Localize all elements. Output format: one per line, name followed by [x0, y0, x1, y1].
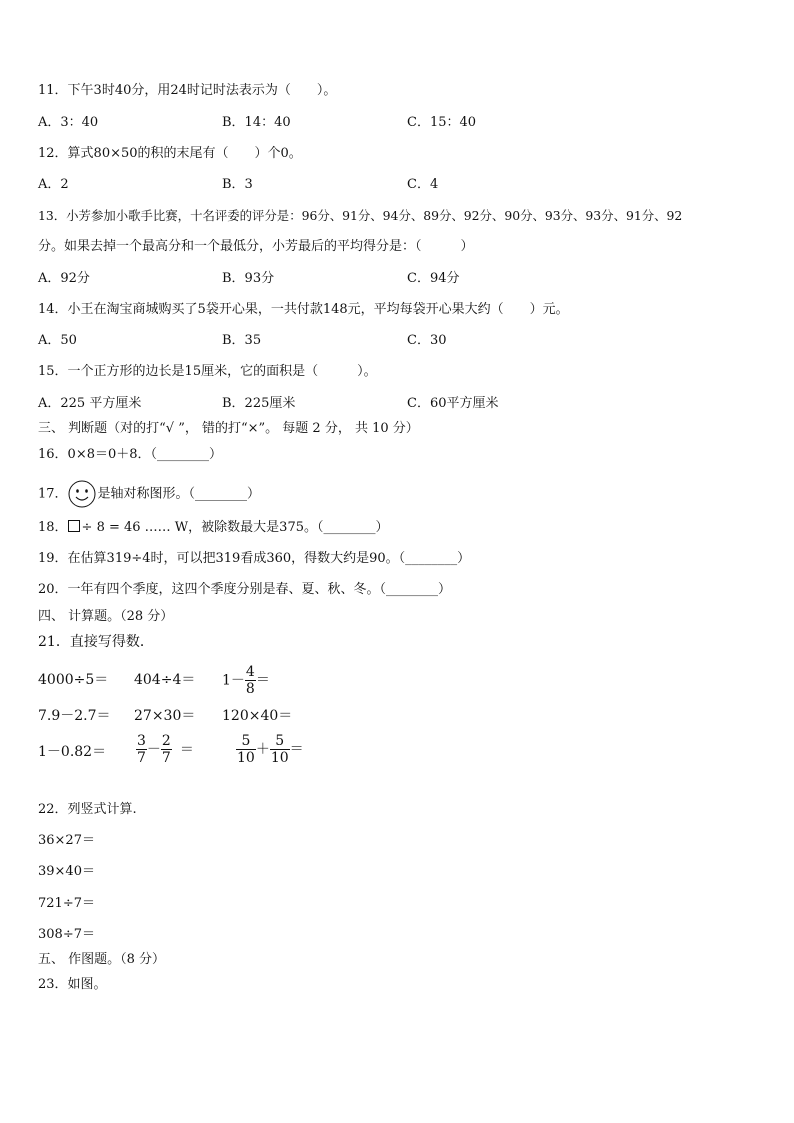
fraction: $\frac{2}{7}$ — [161, 733, 171, 766]
q18-text: ÷ 8 = 46 …… W，被除数最大是375。（________） — [81, 520, 389, 535]
q18-line — [38, 520, 388, 536]
q13-option-c[interactable]: C．94分 — [407, 271, 460, 286]
q12-stem: 12．算式80×50的积的末尾有（ ）个0。 — [38, 146, 302, 161]
q11-stem: 11．下午3时40分，用24时记时法表示为（ ）。 — [38, 83, 337, 98]
calc-5-10-plus-5-10: $\frac{5}{10}$ ＋ $\frac{5}{10}$ ＝ — [237, 733, 304, 766]
q12-option-b[interactable]: B．3 — [222, 177, 253, 192]
calc-1-minus-0-82: 1－0.82＝ — [38, 744, 107, 760]
q11-option-c[interactable]: C．15：40 — [407, 115, 477, 130]
q14-stem: 14．小王在淘宝商城购买了5袋开心果，一共付款148元，平均每袋开心果大约（ ）元。 — [38, 302, 569, 317]
vertical-calc-item: 308÷7＝ — [38, 927, 95, 942]
q13-option-b[interactable]: B．93分 — [222, 271, 275, 286]
q14-option-a[interactable]: A．50 — [38, 333, 77, 348]
fraction: $\frac{3}{7}$ — [137, 733, 146, 766]
q12-option-a[interactable]: A．2 — [38, 177, 69, 192]
q14-option-c[interactable]: C．30 — [407, 333, 447, 348]
q17-number: 17． — [38, 486, 68, 502]
q15-stem: 15．一个正方形的边长是15厘米，它的面积是（ ）。 — [38, 364, 377, 379]
q15-option-c[interactable]: C．60平方厘米 — [407, 396, 499, 411]
q22-stem: 22．列竖式计算. — [38, 802, 137, 817]
q17-line — [38, 480, 260, 508]
q21-stem: 21．直接写得数． — [38, 634, 154, 650]
q12-option-c[interactable]: C．4 — [407, 177, 439, 192]
calc-1-minus-4-8: 1－ $\frac{4}{8}$ ＝ — [222, 664, 270, 697]
q14-option-b[interactable]: B．35 — [222, 333, 262, 348]
vertical-calc-item: 721÷7＝ — [38, 896, 95, 911]
smiley-face-icon — [68, 480, 96, 508]
q15-option-a[interactable]: A．225 平方厘米 — [38, 396, 142, 411]
q13-stem-line2: 分。如果去掉一个最高分和一个最低分，小芳最后的平均得分是：（ ） — [38, 239, 474, 254]
vertical-calc-item: 36×27＝ — [38, 833, 95, 848]
q17-text: 是轴对称图形。（________） — [97, 486, 261, 502]
calc-4000-div-5: 4000÷5＝ — [38, 672, 109, 688]
calc-404-div-4: 404÷4＝ — [134, 672, 196, 688]
blank-box-icon — [68, 520, 80, 532]
q11-option-a[interactable]: A．3：40 — [38, 115, 99, 130]
q20-line: 20．一年有四个季度，这四个季度分别是春、夏、秋、冬。（________） — [38, 582, 452, 597]
calc-120-times-40: 120×40＝ — [222, 708, 293, 724]
fraction: $\frac{5}{10}$ — [237, 733, 255, 766]
q16-line: 16．0×8＝0＋8．（________） — [38, 447, 223, 462]
q13-option-a[interactable]: A．92分 — [38, 271, 90, 286]
section-3-heading: 三、 判断题（对的打“√ ”， 错的打“×”。 每题 2 分， 共 10 分） — [38, 421, 419, 436]
q19-line: 19．在估算319÷4时，可以把319看成360，得数大约是90。（________） — [38, 551, 471, 566]
calc-7-9-minus-2-7: 7.9－2.7＝ — [38, 708, 111, 724]
q15-option-b[interactable]: B．225厘米 — [222, 396, 296, 411]
vertical-calc-item: 39×40＝ — [38, 864, 95, 879]
section-4-heading: 四、 计算题。（28 分） — [38, 609, 174, 624]
section-5-heading: 五、 作图题。（8 分） — [38, 952, 166, 967]
q23-stem: 23．如图。 — [38, 977, 107, 992]
q11-option-b[interactable]: B．14：40 — [222, 115, 291, 130]
q18-number: 18． — [38, 520, 68, 535]
fraction: $\frac{4}{8}$ — [245, 664, 255, 697]
fraction: $\frac{5}{10}$ — [270, 733, 289, 766]
calc-27-times-30: 27×30＝ — [134, 708, 196, 724]
q13-stem-line1: 13．小芳参加小歌手比赛，十名评委的评分是：96分、91分、94分、89分、92分、90分、93分、93分、91分、92 — [38, 208, 683, 223]
calc-3-7-minus-2-7: $\frac{3}{7}$ － $\frac{2}{7}$ ＝ — [137, 733, 194, 766]
